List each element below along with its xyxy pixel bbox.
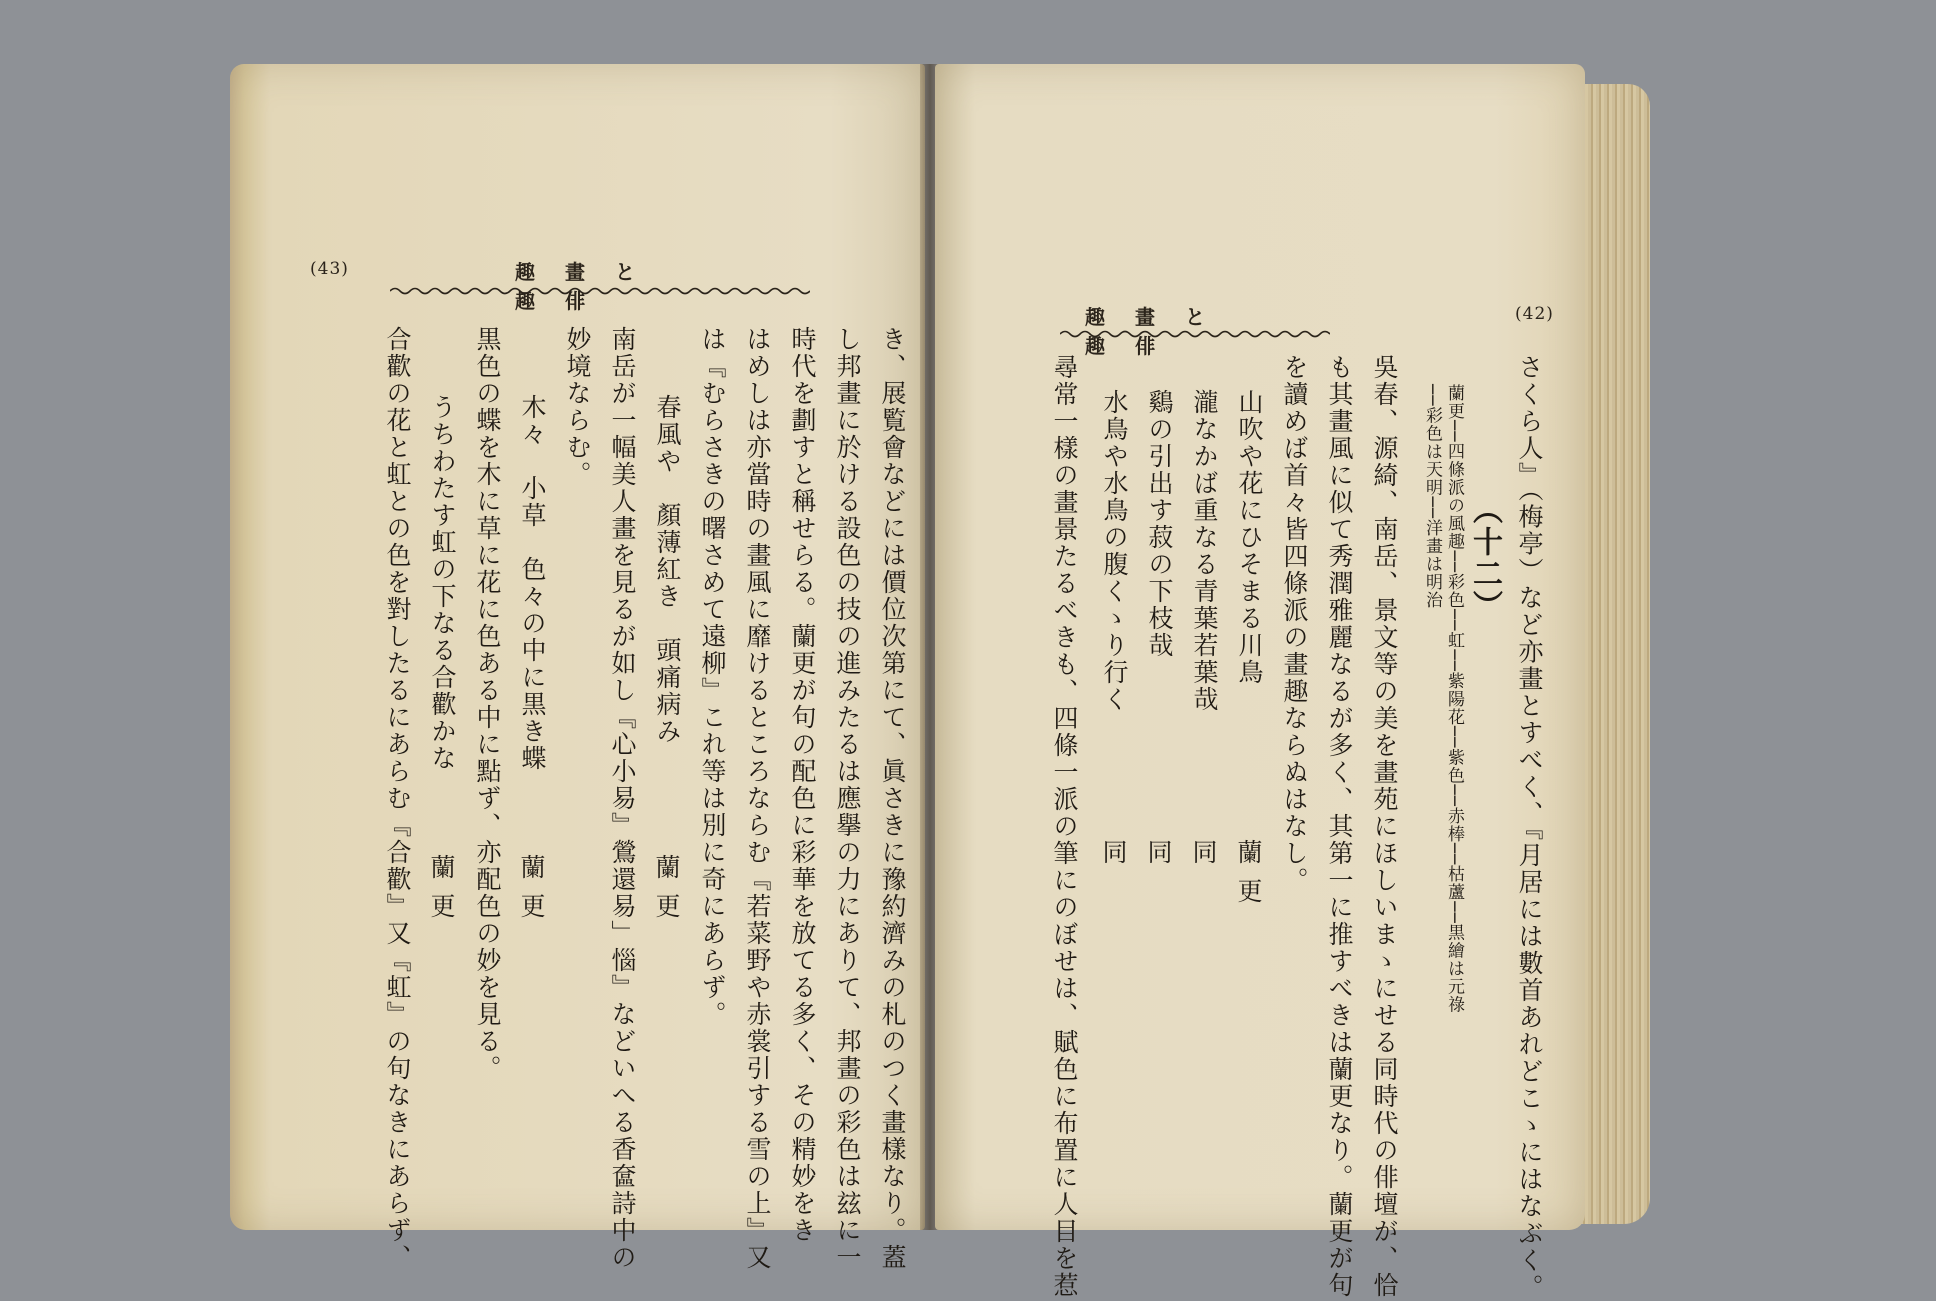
page-number: (42) <box>1515 304 1554 324</box>
text-column: も其畫風に似て秀潤雅麗なるが多く、其第一に推すべきは蘭更なり。蘭更が句 <box>1325 354 1354 1299</box>
text-column: さくら人』（梅亭）など亦畫とすべく、『月居には數首あれどこゝにはなぶく。 <box>1515 354 1544 1301</box>
haiku: 瀧なかば重なる青葉若葉哉 <box>1190 389 1219 713</box>
haiku: 水鳥や水鳥の腹くゝり行く <box>1100 389 1129 713</box>
haiku-author: 蘭更 <box>1234 839 1263 917</box>
section-summary: ──彩色は天明──洋畫は明治 <box>1422 384 1442 609</box>
section-summary: 蘭更──四條派の風趣──彩色──虹──紫陽花──紫色──赤棒──枯蘆──黒繪は元祿 <box>1444 384 1464 1014</box>
haiku-author: 同 <box>1099 839 1128 878</box>
haiku-author: 蘭更 <box>652 854 681 932</box>
text-column: 尋常一樣の畫景たるべきも、四條一派の筆にのぼせは、賦色に布置に人目を惹 <box>1050 354 1079 1299</box>
haiku: 木々 小草 色々の中に黒き蝶 <box>518 394 547 772</box>
haiku: 鷄の引出す菽の下枝哉 <box>1145 389 1174 659</box>
right-page <box>935 64 1585 1301</box>
open-book <box>230 64 1670 1301</box>
text-column: 吳春、源綺、南岳、景文等の美を畫苑にほしいまゝにせる同時代の俳壇が、恰 <box>1370 354 1399 1299</box>
haiku: うちわたす虹の下なる合歡かな <box>428 394 457 772</box>
text-column: を讀めば首々皆四條派の畫趣ならぬはなし。 <box>1280 354 1309 894</box>
text-column: は『むらさきの曙さめて遠柳』これ等は別に奇にあらず。 <box>698 326 727 1028</box>
page-edges <box>1580 84 1650 1224</box>
text-column: 妙境ならむ。 <box>563 326 592 488</box>
text-column: し邦畫に於ける設色の技の進みたるは應擧の力にありて、邦畫の彩色は玆に一 <box>833 326 862 1271</box>
haiku-author: 蘭更 <box>517 854 546 932</box>
haiku-author: 同 <box>1144 839 1173 878</box>
text-column: 黒色の蝶を木に草に花に色ある中に點ず、亦配色の妙を見る。 <box>473 326 502 1082</box>
text-column: 合歡の花と虹との色を對したるにあらむ『合歡』又『虹』の句なきにあらず、 <box>383 326 412 1271</box>
haiku: 山吹や花にひそまる川鳥 <box>1235 389 1264 686</box>
left-page <box>230 64 925 1271</box>
haiku-author: 蘭更 <box>427 854 456 932</box>
page-number: (43) <box>310 259 349 279</box>
haiku: 春風や 顏薄紅き 頭痛病み <box>653 394 682 745</box>
text-column: 南岳が一幅美人畫を見るが如し『心小易』鶯還易」惱』などいへる香奩詩中の <box>608 326 637 1271</box>
text-column: き、展覧會などには價位次第にて、眞さきに豫約濟みの札のつく畫樣なり。蓋 <box>878 326 907 1271</box>
running-header: 趣畫と趣俳 <box>1085 305 1235 358</box>
text-column: はめしは亦當時の畫風に靡けるところならむ『若菜野や赤裳引する雪の上』又 <box>743 326 772 1271</box>
text-column: 時代を劃すと稱せらる。蘭更が句の配色に彩華を放てる多く、その精妙をき <box>788 326 817 1244</box>
section-heading: （十二） <box>1467 494 1502 622</box>
haiku-author: 同 <box>1189 839 1218 878</box>
header-rule <box>1060 329 1330 339</box>
header-rule <box>390 286 810 296</box>
running-header: 趣畫と趣俳 <box>515 260 665 313</box>
